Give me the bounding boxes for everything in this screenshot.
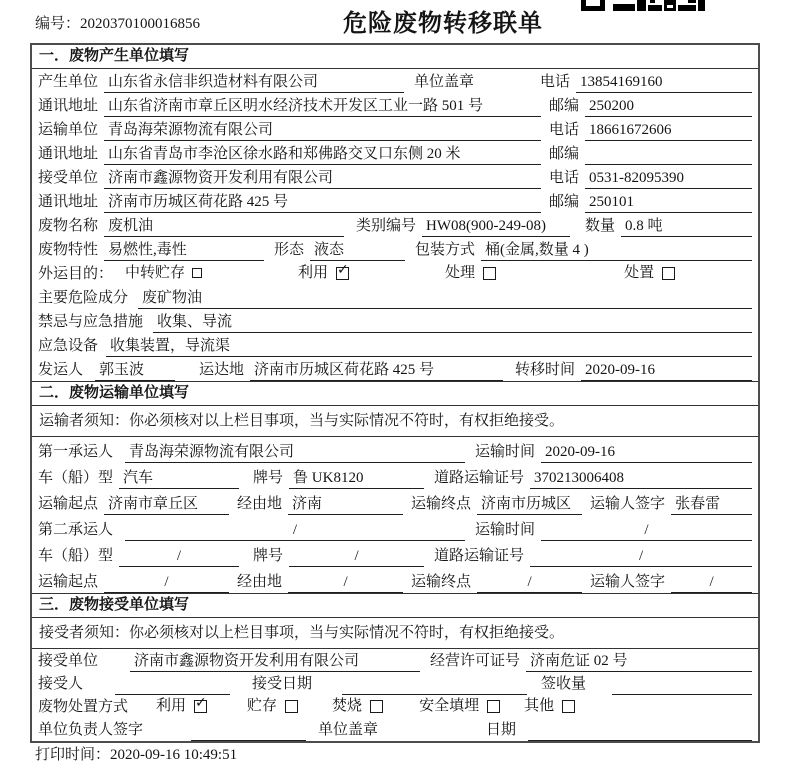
form-row <box>32 672 758 695</box>
field-label: 牌号 <box>253 470 284 486</box>
field-value-blank <box>342 674 527 695</box>
serial-label: 编号： <box>35 16 81 32</box>
form-row <box>32 261 758 285</box>
field-label: 主要危险成分 <box>38 290 129 306</box>
field-value: 收集装置，导流渠 <box>106 336 752 357</box>
section-s3 <box>32 593 758 741</box>
section-s1 <box>32 45 758 381</box>
field-label: 运输人签字 <box>590 496 666 512</box>
form-row <box>32 285 758 309</box>
field-label: 包装方式 <box>415 242 476 258</box>
serial-value: 2020370100016856 <box>80 16 201 32</box>
static-label: 单位盖章 <box>318 722 379 738</box>
page-title: 危险废物转移联单 <box>343 11 543 37</box>
field-value: / <box>288 572 403 593</box>
form-row <box>32 541 758 567</box>
form-row <box>32 237 758 261</box>
field-value: 0531-82095390 <box>585 168 752 189</box>
form-row <box>32 93 758 117</box>
form-row <box>32 463 758 489</box>
checkbox-field <box>624 262 675 284</box>
checkbox-field <box>524 695 575 717</box>
field-label: 废物名称 <box>38 218 99 234</box>
field-label: 数量 <box>585 218 616 234</box>
field-label: 第一承运人 <box>38 444 114 460</box>
field-value: 济南 <box>288 494 403 515</box>
checkbox <box>662 267 675 280</box>
field-value: 18661672606 <box>585 120 752 141</box>
field-label: 牌号 <box>253 548 284 564</box>
field-value: 250200 <box>585 96 752 117</box>
checkbox-label: 贮存 <box>247 698 278 714</box>
field-value: 0.8 吨 <box>621 216 752 237</box>
form-row <box>32 567 758 593</box>
field-value: / <box>541 520 752 541</box>
checkbox-label: 处理 <box>445 265 476 281</box>
field-label: 运输单位 <box>38 122 99 138</box>
field-label: 通讯地址 <box>38 98 99 114</box>
form-row <box>32 649 758 672</box>
check-mark-icon: ✓ <box>195 694 207 711</box>
checkbox-field <box>247 695 298 717</box>
field-value: 青岛海荣源物流有限公司 <box>104 120 541 141</box>
form-row <box>32 437 758 463</box>
field-label: 接受单位 <box>38 170 99 186</box>
field-value: 张春雷 <box>671 494 752 515</box>
checkbox-checked <box>194 694 207 713</box>
form-row <box>32 141 758 165</box>
field-value: / <box>104 572 229 593</box>
checkbox-label: 其他 <box>524 698 555 714</box>
form-row <box>32 357 758 381</box>
field-value: 山东省济南市章丘区明水经济技术开发区工业一路 501 号 <box>104 96 541 117</box>
field-value: 2020-09-16 <box>581 360 752 381</box>
form-row <box>32 515 758 541</box>
field-label: 接受日期 <box>252 676 313 692</box>
field-value: 山东省青岛市李沧区徐水路和郑佛路交叉口东侧 20 米 <box>104 144 541 165</box>
checkbox <box>483 267 496 280</box>
form-row <box>32 695 758 718</box>
field-label: 签收量 <box>541 676 587 692</box>
field-value: 青岛海荣源物流有限公司 <box>125 442 465 463</box>
checkbox <box>562 700 575 713</box>
checkbox <box>192 268 202 278</box>
form-row <box>32 309 758 333</box>
field-value: 液态 <box>310 240 405 261</box>
field-label: 运输终点 <box>411 574 472 590</box>
field-label: 第二承运人 <box>38 522 114 538</box>
print-time <box>35 743 237 764</box>
field-value: 济南市历城区荷花路 425 号 <box>250 360 503 381</box>
checkbox-field <box>419 695 500 717</box>
field-value-blank <box>191 720 306 741</box>
field-value: 鲁 UK8120 <box>289 468 424 489</box>
serial-number <box>35 12 200 33</box>
field-value: 收集、导流 <box>153 312 752 333</box>
field-label: 发运人 <box>38 362 84 378</box>
field-label: 车（船）型 <box>38 470 114 486</box>
field-value: 济南市历城区荷花路 425 号 <box>104 192 541 213</box>
checkbox-checked <box>336 261 349 280</box>
section-s2 <box>32 381 758 593</box>
field-label: 电话 <box>549 122 580 138</box>
field-label: 运达地 <box>199 362 245 378</box>
field-label: 经营许可证号 <box>430 653 521 669</box>
field-value: 2020-09-16 <box>541 442 752 463</box>
checkbox-field <box>332 695 383 717</box>
field-value: 废机油 <box>104 216 344 237</box>
notice-text: 运输者须知：你必须核对以上栏目事项，当与实际情况不符时，有权拒绝接受。 <box>32 406 758 437</box>
print-time-value: 2020-09-16 10:49:51 <box>110 747 238 763</box>
field-label: 运输起点 <box>38 496 99 512</box>
field-label: 接受单位 <box>38 653 99 669</box>
field-label: 运输终点 <box>411 496 472 512</box>
checkbox-label: 焚烧 <box>332 698 363 714</box>
field-value: 废矿物油 <box>138 288 752 309</box>
print-time-label: 打印时间： <box>35 747 111 763</box>
section-title: 三．废物接受单位填写 <box>32 594 758 618</box>
field-value: / <box>289 546 424 567</box>
checkbox-field <box>445 262 496 284</box>
form-row <box>32 489 758 515</box>
field-value-blank <box>115 674 230 695</box>
form-row <box>32 213 758 237</box>
checkbox-field <box>156 695 207 717</box>
field-label: 应急设备 <box>38 338 99 354</box>
form-row <box>32 165 758 189</box>
field-value: 13854169160 <box>576 72 752 93</box>
field-label: 日期 <box>486 722 517 738</box>
check-mark-icon: ✓ <box>337 261 349 278</box>
field-value: 郭玉波 <box>95 360 175 381</box>
checkbox-label: 利用 <box>156 698 187 714</box>
field-label: 运输起点 <box>38 574 99 590</box>
field-value: 济南危证 02 号 <box>526 651 752 672</box>
notice-text: 接受者须知：你必须核对以上栏目事项，当与实际情况不符时，有权拒绝接受。 <box>32 618 758 649</box>
field-label: 电话 <box>549 170 580 186</box>
field-label: 禁忌与应急措施 <box>38 314 144 330</box>
section-title: 一．废物产生单位填写 <box>32 45 758 69</box>
field-label: 接受人 <box>38 676 84 692</box>
checkbox-label: 安全填埋 <box>419 698 480 714</box>
field-value-blank <box>585 144 752 165</box>
field-value: / <box>477 572 582 593</box>
field-label: 类别编号 <box>356 218 417 234</box>
checkbox <box>487 700 500 713</box>
field-value-blank <box>528 720 752 741</box>
field-label: 道路运输证号 <box>434 548 525 564</box>
field-label: 运输人签字 <box>590 574 666 590</box>
checkbox-field <box>125 262 202 284</box>
field-label: 邮编 <box>549 146 580 162</box>
field-value: / <box>119 546 239 567</box>
static-label: 单位盖章 <box>414 74 475 90</box>
field-value: 汽车 <box>119 468 239 489</box>
field-label: 邮编 <box>549 194 580 210</box>
field-label: 运输时间 <box>475 522 536 538</box>
field-label: 废物特性 <box>38 242 99 258</box>
checkbox-label: 处置 <box>624 265 655 281</box>
checkbox-label: 中转贮存 <box>125 265 186 281</box>
checkbox <box>370 700 383 713</box>
field-label: 电话 <box>540 74 571 90</box>
checkbox-label: 利用 <box>298 265 329 281</box>
field-label: 通讯地址 <box>38 194 99 210</box>
form-row <box>32 69 758 93</box>
field-value: 桶(金属,数量 4 ) <box>481 240 752 261</box>
manifest-form <box>30 43 760 743</box>
checkbox <box>285 700 298 713</box>
field-label: 外运目的： <box>38 266 114 282</box>
field-value: / <box>671 572 752 593</box>
field-value: 370213006408 <box>530 468 752 489</box>
form-row <box>32 189 758 213</box>
field-value: 济南市鑫源物资开发利用有限公司 <box>130 651 420 672</box>
section-title: 二．废物运输单位填写 <box>32 382 758 406</box>
field-label: 产生单位 <box>38 74 99 90</box>
checkbox-field <box>298 262 349 284</box>
form-row <box>32 333 758 357</box>
field-value: 山东省永信非织造材料有限公司 <box>104 72 404 93</box>
field-value: 济南市历城区 <box>477 494 582 515</box>
field-label: 形态 <box>274 242 305 258</box>
field-value-blank <box>612 674 752 695</box>
field-value: 250101 <box>585 192 752 213</box>
field-value: / <box>530 546 752 567</box>
field-label: 单位负责人签字 <box>38 722 144 738</box>
field-value: 济南市鑫源物资开发利用有限公司 <box>104 168 541 189</box>
field-label: 经由地 <box>237 574 283 590</box>
field-value: / <box>125 520 465 541</box>
field-label: 经由地 <box>237 496 283 512</box>
field-label: 车（船）型 <box>38 548 114 564</box>
field-label: 道路运输证号 <box>434 470 525 486</box>
field-label: 通讯地址 <box>38 146 99 162</box>
field-value: 易燃性,毒性 <box>104 240 264 261</box>
field-value: HW08(900-249-08) <box>422 216 570 237</box>
field-label: 转移时间 <box>515 362 576 378</box>
form-row <box>32 117 758 141</box>
qr-code-icon <box>581 0 709 12</box>
field-label: 邮编 <box>549 98 580 114</box>
form-row <box>32 718 758 741</box>
field-value: 济南市章丘区 <box>104 494 229 515</box>
field-label: 废物处置方式 <box>38 699 129 715</box>
field-label: 运输时间 <box>475 444 536 460</box>
